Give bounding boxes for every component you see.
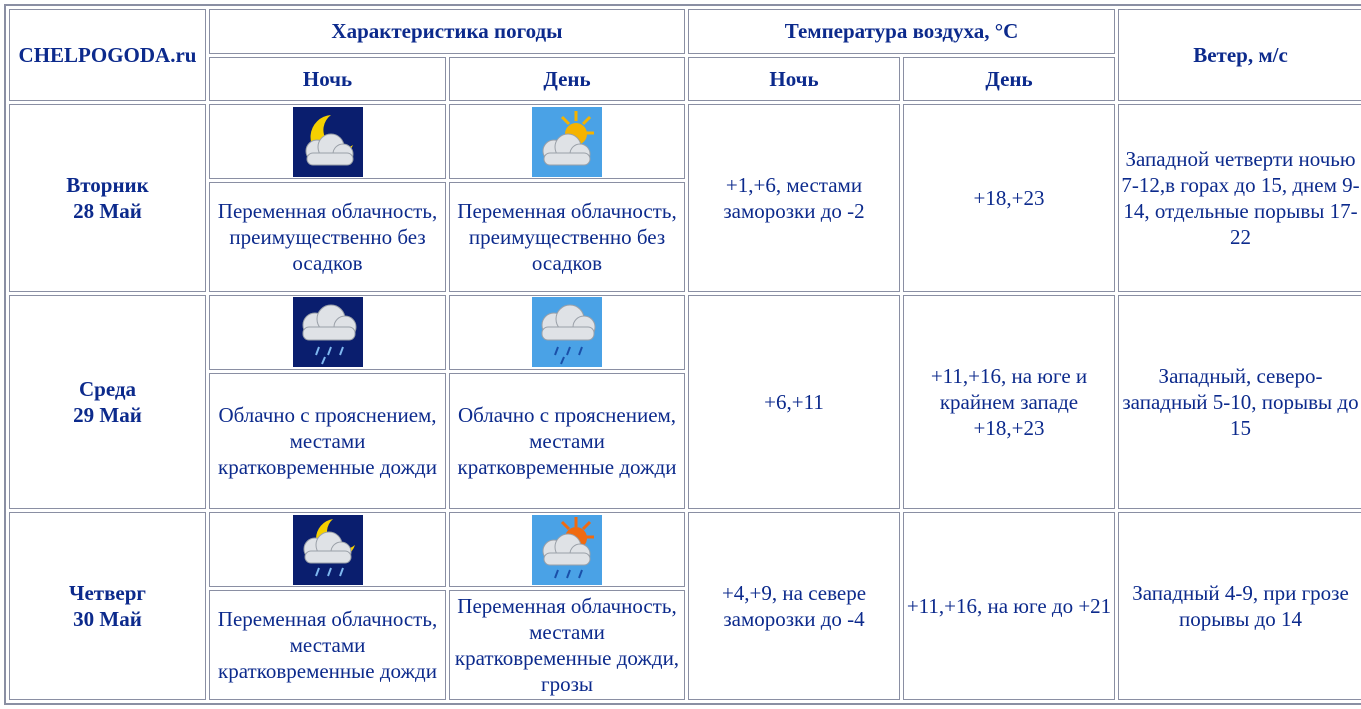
cloud-rain-day-icon	[532, 297, 602, 367]
moon-cloud-rain-icon	[293, 515, 363, 585]
header-temp-night: Ночь	[688, 57, 900, 102]
sun-cloud-rain-icon	[532, 515, 602, 585]
forecast-row	[9, 295, 1361, 370]
temp-night-cell: +1,+6, местами заморозки до -2	[688, 104, 900, 291]
header-wind: Ветер, м/с	[1118, 9, 1361, 101]
night-icon-cell	[209, 512, 446, 587]
header-temperature: Температура воздуха, °С	[688, 9, 1115, 54]
wind-cell: Западной четверти ночью 7-12,в горах до 15, днем 9-14, отдельные порывы 17-22	[1118, 104, 1361, 291]
day-icon-cell	[449, 104, 685, 179]
weekday: Вторник	[66, 172, 149, 197]
header-weather-night: Ночь	[209, 57, 446, 102]
header-weather: Характеристика погоды	[209, 9, 685, 54]
site-brand: CHELPOGODA.ru	[9, 9, 206, 101]
temp-night-cell: +4,+9, на севере заморозки до -4	[688, 512, 900, 700]
night-icon-cell	[209, 104, 446, 179]
temp-night-cell: +6,+11	[688, 295, 900, 510]
day-icon-cell	[449, 512, 685, 587]
day-cell	[9, 295, 206, 510]
day-description: Переменная облачность, преимущественно без осадков	[449, 182, 685, 291]
day-description: Переменная облачность, местами кратковременные дожди, грозы	[449, 590, 685, 700]
weekday: Среда	[78, 377, 136, 402]
moon-cloud-icon	[293, 107, 363, 177]
forecast-row	[9, 104, 1361, 179]
date: 28 Май	[73, 198, 142, 223]
temp-day-cell: +18,+23	[903, 104, 1115, 291]
night-description: Переменная облачность, преимущественно без осадков	[209, 182, 446, 291]
day-cell	[9, 104, 206, 291]
weather-forecast-table	[4, 4, 1361, 705]
forecast-row	[9, 512, 1361, 587]
temp-day-cell: +11,+16, на юге до +21	[903, 512, 1115, 700]
cloud-rain-night-icon	[293, 297, 363, 367]
header-temp-day: День	[903, 57, 1115, 102]
date: 29 Май	[73, 403, 142, 428]
header-weather-day: День	[449, 57, 685, 102]
night-icon-cell	[209, 295, 446, 370]
date: 30 Май	[73, 607, 142, 632]
sun-cloud-icon	[532, 107, 602, 177]
wind-cell: Западный, северо-западный 5-10, порывы до 15	[1118, 295, 1361, 510]
night-description: Переменная облачность, местами кратковременные дожди	[209, 590, 446, 700]
day-icon-cell	[449, 295, 685, 370]
day-description: Облачно с прояснением, местами кратковременные дожди	[449, 373, 685, 510]
weekday: Четверг	[69, 581, 146, 606]
night-description: Облачно с прояснением, местами кратковременные дожди	[209, 373, 446, 510]
wind-cell: Западный 4-9, при грозе порывы до 14	[1118, 512, 1361, 700]
day-cell	[9, 512, 206, 700]
temp-day-cell: +11,+16, на юге и крайнем западе +18,+23	[903, 295, 1115, 510]
